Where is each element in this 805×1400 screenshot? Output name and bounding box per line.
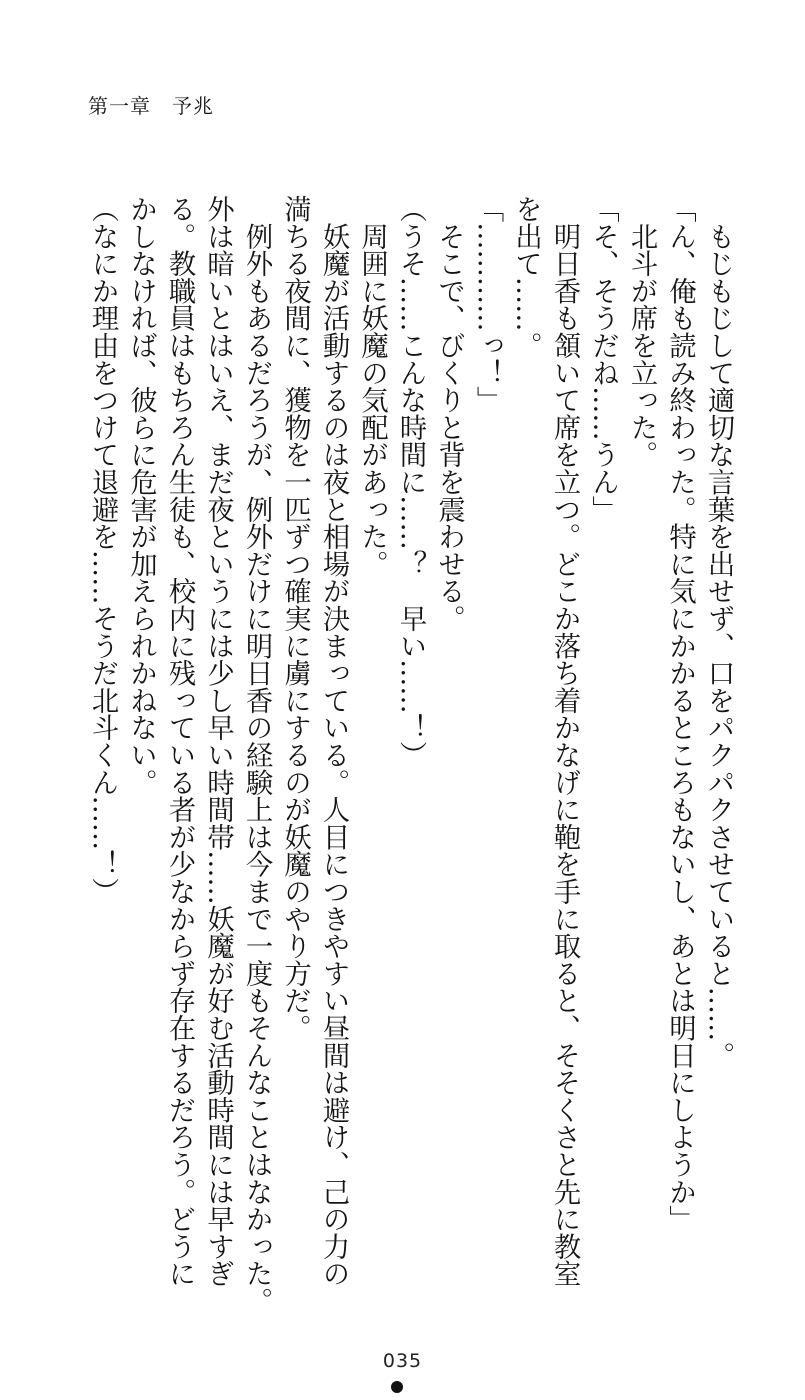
chapter-heading: 第一章 予兆 xyxy=(88,94,214,118)
text-line: 満ちる夜間に、獲物を一匹ずつ確実に虜にするのが妖魔のやり方だ。 xyxy=(279,195,311,1042)
text-line: 外は暗いとはいえ、まだ夜というには少し早い時間帯……妖魔が好む活動時間には早すぎ xyxy=(202,195,234,1287)
page-number: 035 xyxy=(382,1350,423,1372)
text-line: もじもじして適切な言葉を出せず、口をパクパクさせていると……。 xyxy=(703,195,734,1069)
text-line: そこで、びくりと背を震わせる。 xyxy=(433,195,465,632)
text-line: （うそ……こんな時間に……？ 早い……！） xyxy=(395,195,426,769)
text-line: 「…………っ！」 xyxy=(472,195,503,414)
text-line: 「ん、俺も読み終わった。特に気にかかるところもないし、あとは明日にしようか」 xyxy=(664,195,696,1233)
text-line: 「そ、そうだね……うん」 xyxy=(587,195,619,523)
vertical-body-text xyxy=(83,195,738,1315)
text-line: る。教職員はもちろん生徒も、校内に残っている者が少なからず存在するだろう。どうに xyxy=(164,195,195,1287)
text-line: 明日香も頷いて席を立つ。どこか落ち着かなげに鞄を手に取ると、そそくさと先に教室 xyxy=(549,195,580,1287)
text-line: 周囲に妖魔の気配があった。 xyxy=(356,195,388,578)
text-line: を出て……。 xyxy=(510,195,542,359)
text-line: （なにか理由をつけて退避を……そうだ北斗くん……！） xyxy=(87,195,118,905)
text-line: 北斗が席を立った。 xyxy=(626,195,657,468)
text-line: 妖魔が活動するのは夜と相場が決まっている。人目につきやすい昼間は避け、己の力の xyxy=(318,195,349,1287)
text-line: 例外もあるだろうが、例外だけに明日香の経験上は今まで一度もそんなことはなかった。 xyxy=(241,195,272,1315)
text-line: かしなければ、彼らに危害が加えられかねない。 xyxy=(125,195,157,796)
page-marker-dot xyxy=(391,1381,403,1393)
